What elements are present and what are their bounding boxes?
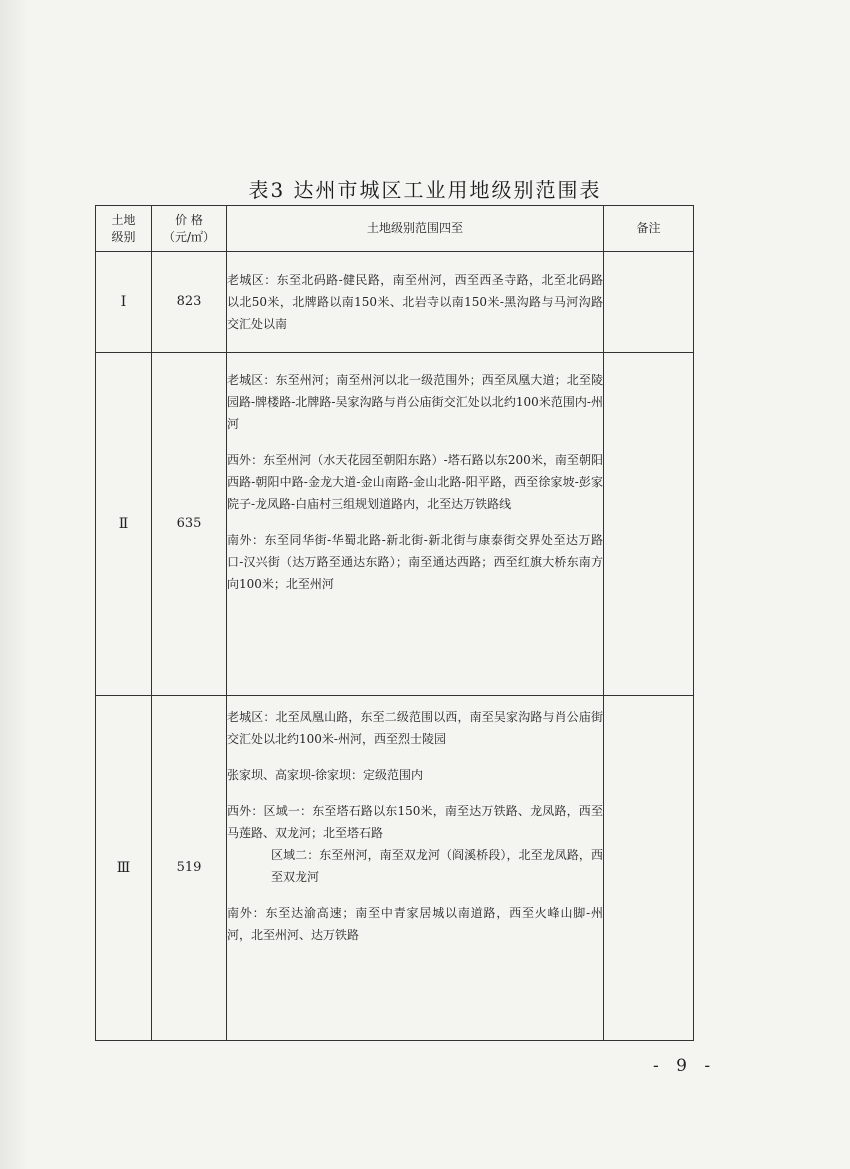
level-cell: Ⅰ (96, 252, 152, 353)
header-price-line2: （元/㎡） (162, 229, 216, 244)
table-row (96, 696, 694, 1041)
page-title: 表3 达州市城区工业用地级别范围表 (248, 178, 602, 202)
west-region-one: 西外：区域一：东至塔石路以东150米，南至达万铁路、龙凤路，西至马莲路、双龙河；北至塔石路 (227, 804, 603, 840)
table-row (96, 353, 694, 696)
scope-cell (227, 696, 604, 1041)
scope-cell (227, 252, 604, 353)
scope-paragraph: 南外：东至同华街-华蜀北路-新北街-新北街与康泰街交界处至达万路口-汉兴街（达万路至通达东路）；南至通达西路；西至红旗大桥东南方向100米；北至州河 (227, 533, 603, 591)
header-note: 备注 (604, 206, 694, 252)
note-cell (604, 696, 694, 1041)
price-cell: 635 (152, 353, 227, 696)
header-scope: 土地级别范围四至 (227, 206, 604, 252)
scope-paragraph: 老城区：东至北码路-健民路，南至州河，西至西圣寺路，北至北码路以北50米，北牌路以南150米、北岩寺以南150米-黑沟路与马河沟路交汇处以南 (227, 273, 603, 331)
scope-paragraph: 张家坝、高家坝-徐家坝：定级范围内 (227, 768, 424, 782)
scope-paragraph-west (227, 800, 603, 888)
header-price-line1: 价 格 (175, 212, 203, 227)
header-price (152, 206, 227, 252)
west-region-two: 区域二：东至州河，南至双龙河（阎溪桥段），北至龙凤路，西至双龙河 (271, 848, 603, 884)
scope-paragraph: 西外：东至州河（水天花园至朝阳东路）-塔石路以东200米，南至朝阳西路-朝阳中路-金龙大道-金山南路-金山北路-阳平路，西至徐家坡-彭家院子-龙凤路-白庙村三组规划道路内，北至达万铁路线 (227, 453, 603, 511)
land-level-table (95, 205, 694, 1041)
price-cell: 519 (152, 696, 227, 1041)
header-level (96, 206, 152, 252)
header-level-line2: 级别 (111, 229, 136, 244)
note-cell (604, 353, 694, 696)
page-number: - 9 - (653, 1056, 717, 1076)
level-cell: Ⅱ (96, 353, 152, 696)
table-row (96, 252, 694, 353)
scope-paragraph: 老城区：东至州河；南至州河以北一级范围外；西至凤凰大道；北至陵园路-牌楼路-北牌路-吴家沟路与肖公庙街交汇处以北约100米范围内-州河 (227, 373, 603, 431)
scope-paragraph: 南外：东至达渝高速；南至中青家居城以南道路，西至火峰山脚-州河，北至州河、达万铁路 (227, 906, 603, 942)
scope-cell (227, 353, 604, 696)
table-header-row (96, 206, 694, 252)
price-cell: 823 (152, 252, 227, 353)
level-cell: Ⅲ (96, 696, 152, 1041)
note-cell (604, 252, 694, 353)
header-level-line1: 土地 (111, 212, 136, 227)
scope-paragraph: 老城区：北至凤凰山路，东至二级范围以西，南至吴家沟路与肖公庙街交汇处以北约100米-州河，西至烈士陵园 (227, 710, 603, 746)
